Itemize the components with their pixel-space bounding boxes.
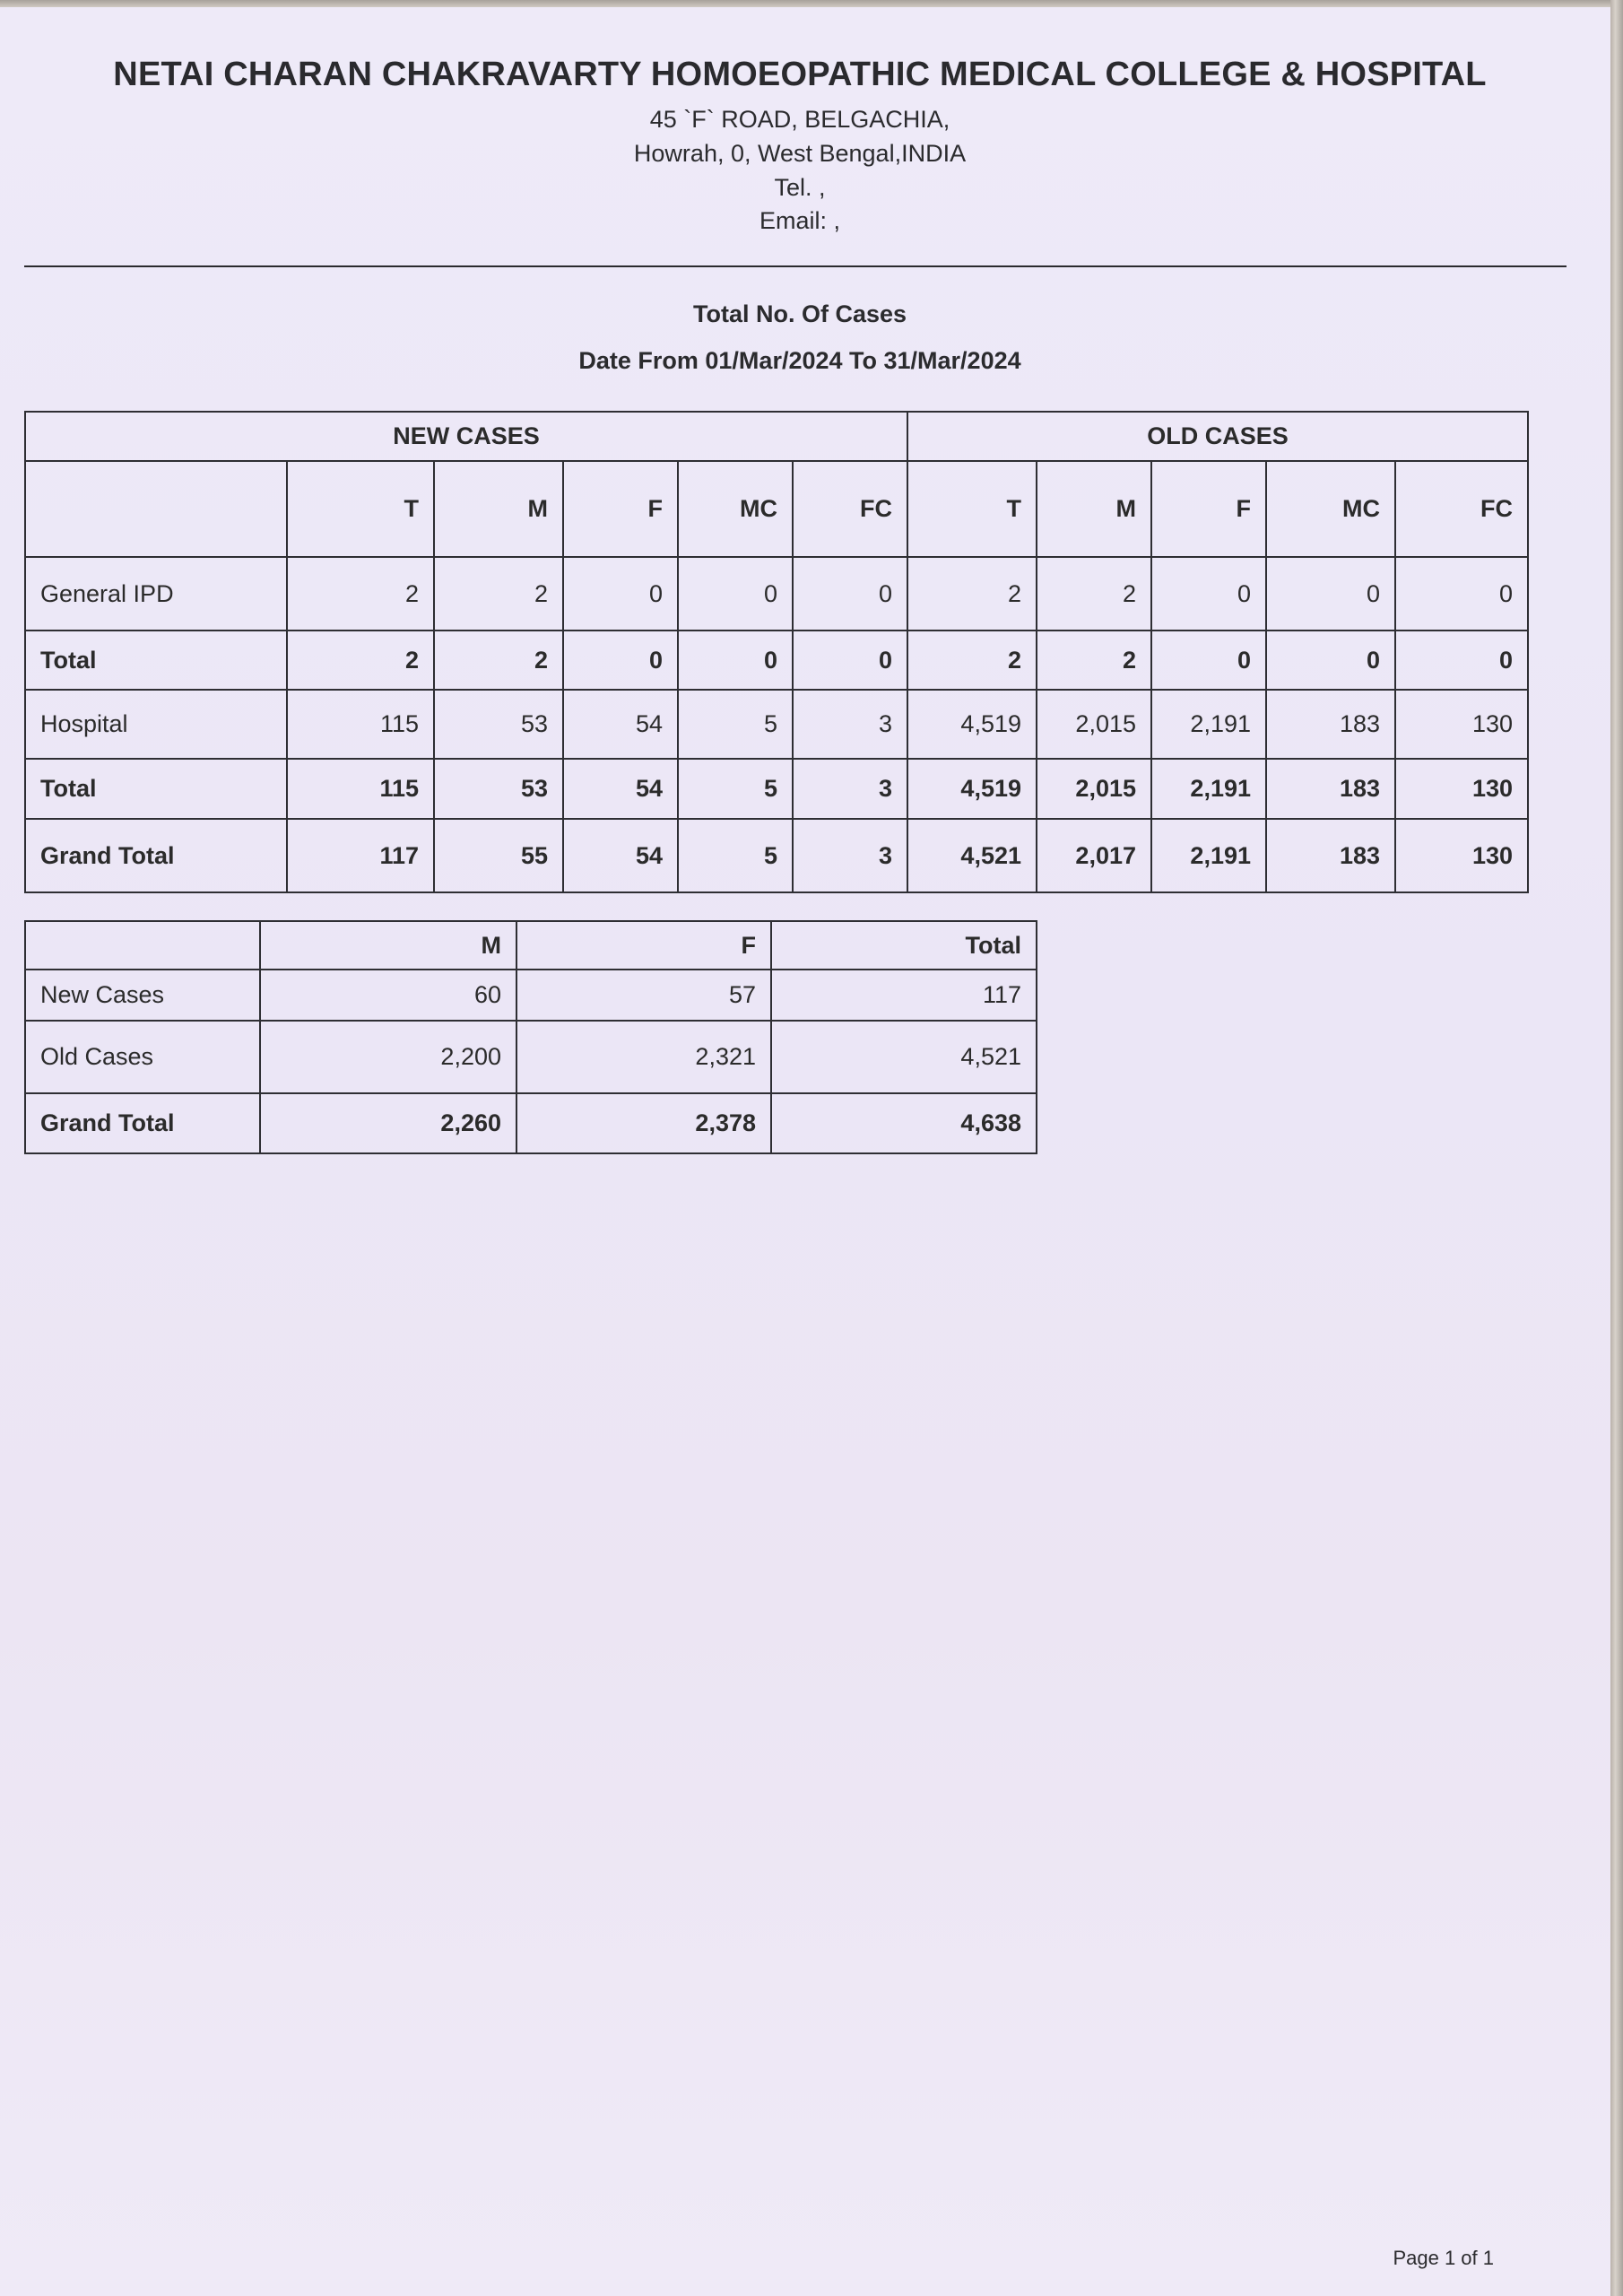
cases-table-row [25,819,1528,892]
report-date-range: Date From 01/Mar/2024 To 31/Mar/2024 [578,347,1021,374]
cases-table-cell: 3 [793,819,907,892]
summary-table-cell: 117 [771,970,1037,1021]
summary-table-cell: 57 [516,970,771,1021]
cases-table-cell: 2 [287,631,434,690]
cases-table-cell: 4,519 [907,690,1037,759]
cases-table-cell: 2,017 [1037,819,1151,892]
cases-table-cell: 5 [678,819,793,892]
cases-table-cell: 54 [563,690,678,759]
summary-table-row [25,1093,1037,1153]
summary-table [24,920,1037,1154]
cases-table-cell: 0 [1151,557,1266,631]
summary-table-cell: 60 [260,970,516,1021]
summary-table-cell: 2,321 [516,1021,771,1093]
scan-top-edge [0,0,1623,7]
cases-table-cell: 130 [1395,819,1528,892]
summary-table-cell: 2,260 [260,1093,516,1153]
cases-table-cell: 4,519 [907,759,1037,819]
cases-table-cell: 4,521 [907,819,1037,892]
cases-table-cell: 2 [1037,557,1151,631]
col-header-old-mc: MC [1266,461,1395,557]
summary-table-cell: 2,200 [260,1021,516,1093]
cases-table-cell: 2,191 [1151,819,1266,892]
column-header-row [25,461,1528,557]
cases-table-cell: 54 [563,759,678,819]
empty-header-cell [25,461,287,557]
cases-table-cell: 117 [287,819,434,892]
summary-table-body [25,970,1037,1153]
summary-table-row-label: Old Cases [25,1021,260,1093]
col-header-new-fc: FC [793,461,907,557]
cases-table-cell: 0 [678,631,793,690]
col-header-old-m: M [1037,461,1151,557]
cases-table-cell: 2,191 [1151,690,1266,759]
address-line-2: Howrah, 0, West Bengal,INDIA [633,140,967,167]
cases-table-cell: 130 [1395,690,1528,759]
cases-table-cell: 0 [1266,631,1395,690]
cases-table-row [25,759,1528,819]
cases-table-cell: 3 [793,759,907,819]
cases-table-cell: 3 [793,690,907,759]
summary-table-cell: 2,378 [516,1093,771,1153]
page-number: Page 1 of 1 [1393,2247,1494,2269]
summary-col-header-total: Total [771,921,1037,970]
cases-table-cell: 2 [434,557,563,631]
cases-table-body [25,557,1528,892]
col-header-new-t: T [287,461,434,557]
cases-table-cell: 2,015 [1037,690,1151,759]
cases-table-cell: 54 [563,819,678,892]
cases-table-cell: 0 [1395,631,1528,690]
email: Email: , [759,207,841,234]
scan-right-edge [1610,0,1623,2296]
col-header-new-mc: MC [678,461,793,557]
institution-name: NETAI CHARAN CHAKRAVARTY HOMOEOPATHIC MEDICAL COLLEGE & HOSPITAL [113,56,1487,93]
header-divider [24,265,1567,267]
cases-table-row-label: Total [25,631,287,690]
cases-table-cell: 0 [678,557,793,631]
cases-table-row-label: Grand Total [25,819,287,892]
cases-table-cell: 183 [1266,819,1395,892]
document-page [0,7,1610,2296]
cases-table-cell: 0 [793,631,907,690]
cases-table-cell: 2 [1037,631,1151,690]
cases-table-cell: 2,191 [1151,759,1266,819]
group-header-old-cases: OLD CASES [907,412,1528,461]
telephone: Tel. , [774,174,826,201]
cases-table-row-label: Hospital [25,690,287,759]
summary-table-row [25,1021,1037,1093]
cases-table-cell: 5 [678,690,793,759]
cases-table-cell: 0 [1151,631,1266,690]
col-header-new-m: M [434,461,563,557]
summary-table-cell: 4,638 [771,1093,1037,1153]
address-line-1: 45 `F` ROAD, BELGACHIA, [649,106,950,133]
group-header-row [25,412,1528,461]
cases-table-cell: 55 [434,819,563,892]
col-header-old-t: T [907,461,1037,557]
cases-table-cell: 5 [678,759,793,819]
cases-table-row [25,631,1528,690]
summary-header-row [25,921,1037,970]
cases-table-cell: 53 [434,690,563,759]
cases-table-cell: 0 [1395,557,1528,631]
cases-table-row-label: Total [25,759,287,819]
cases-table-cell: 2 [434,631,563,690]
cases-table-cell: 2 [287,557,434,631]
cases-table-cell: 115 [287,690,434,759]
cases-table-cell: 115 [287,759,434,819]
cases-table-cell: 130 [1395,759,1528,819]
summary-table-cell: 4,521 [771,1021,1037,1093]
summary-table-row-label: Grand Total [25,1093,260,1153]
cases-table-cell: 0 [1266,557,1395,631]
group-header-new-cases: NEW CASES [25,412,907,461]
cases-table [24,411,1529,893]
cases-table-cell: 53 [434,759,563,819]
summary-col-header-f: F [516,921,771,970]
col-header-old-f: F [1151,461,1266,557]
summary-col-header-m: M [260,921,516,970]
summary-table-row [25,970,1037,1021]
cases-table-cell: 0 [563,631,678,690]
cases-table-cell: 183 [1266,690,1395,759]
cases-table-cell: 183 [1266,759,1395,819]
empty-header-cell [25,921,260,970]
col-header-old-fc: FC [1395,461,1528,557]
cases-table-cell: 2,015 [1037,759,1151,819]
cases-table-row [25,557,1528,631]
cases-table-cell: 0 [793,557,907,631]
cases-table-cell: 0 [563,557,678,631]
summary-table-row-label: New Cases [25,970,260,1021]
cases-table-row-label: General IPD [25,557,287,631]
col-header-new-f: F [563,461,678,557]
report-title: Total No. Of Cases [692,300,907,327]
cases-table-cell: 2 [907,557,1037,631]
cases-table-row [25,690,1528,759]
cases-table-cell: 2 [907,631,1037,690]
